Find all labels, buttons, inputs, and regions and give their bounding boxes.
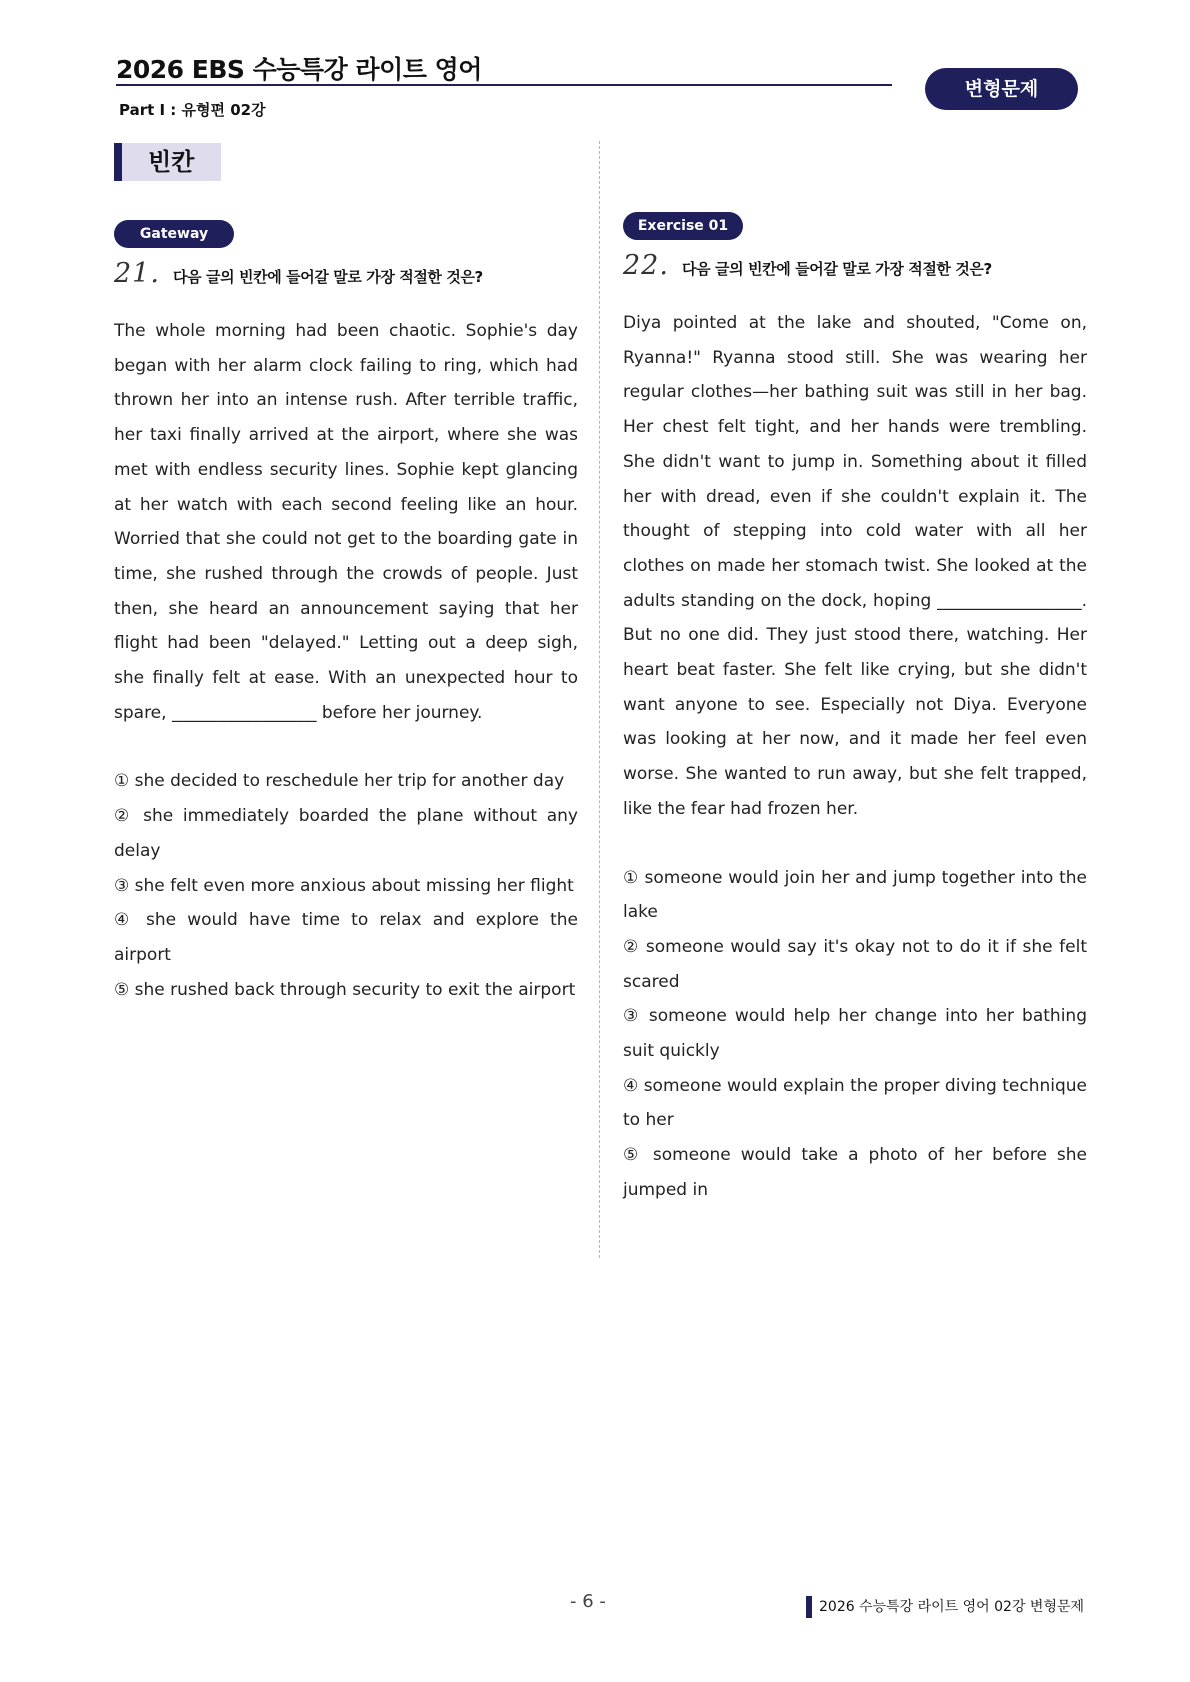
option-2: ② she immediately boarded the plane without any delay bbox=[114, 806, 578, 861]
header-rule bbox=[116, 84, 892, 86]
option-4: ④ she would have time to relax and explore the airport bbox=[114, 910, 578, 965]
option-3: ③ someone would help her change into her bathing suit quickly bbox=[623, 1006, 1087, 1062]
question-header bbox=[114, 258, 578, 296]
answer-options bbox=[623, 861, 1087, 1208]
option-5: ⑤ someone would take a photo of her before she jumped in bbox=[623, 1145, 1087, 1200]
section-marker bbox=[114, 143, 122, 181]
question-instruction: 다음 글의 빈칸에 들어갈 말로 가장 적절한 것은? bbox=[682, 260, 992, 278]
question-22 bbox=[623, 212, 1087, 1208]
option-1: ① she decided to reschedule her trip for another day bbox=[114, 771, 565, 792]
document-subtitle: Part Ⅰ : 유형편 02강 bbox=[119, 101, 266, 119]
column-divider bbox=[599, 141, 600, 1258]
document-title: 2026 EBS 수능특강 라이트 영어 bbox=[116, 55, 482, 84]
option-4: ④ someone would explain the proper diving technique to her bbox=[623, 1075, 1087, 1131]
question-21 bbox=[114, 220, 578, 1007]
question-header bbox=[623, 250, 1087, 288]
question-instruction: 다음 글의 빈칸에 들어갈 말로 가장 적절한 것은? bbox=[173, 268, 483, 286]
page-number: - 6 - bbox=[570, 1591, 606, 1612]
question-number: 22. bbox=[623, 250, 669, 281]
answer-options bbox=[114, 764, 578, 1007]
question-number: 21. bbox=[114, 258, 160, 289]
option-1: ① someone would join her and jump together into the lake bbox=[623, 867, 1087, 923]
gateway-pill: Gateway bbox=[114, 220, 234, 248]
option-3: ③ she felt even more anxious about missing her flight bbox=[114, 875, 574, 896]
type-badge: 변형문제 bbox=[925, 68, 1078, 110]
passage: Diya pointed at the lake and shouted, "Come on, Ryanna!" Ryanna stood still. She was wearing her regular clothes—her bathing suit was still in her bag. Her chest felt tight, and her hands were trembling. She didn't want to jump in. Something about it filled her with dread, even if she couldn't explain it. The thought of stepping into cold water with all her clothes on made her stomach twist. She looked at the adults standing on the dock, hoping _________________. But no one did. They just stood there, watching. Her heart beat faster. She felt like crying, but she didn't want anyone to see. Especially not Diya. Everyone was looking at her now, and it made her feel even worse. She wanted to run away, but she felt trapped, like the fear had frozen her. bbox=[623, 313, 1087, 819]
footer-marker bbox=[806, 1596, 812, 1618]
option-5: ⑤ she rushed back through security to exit the airport bbox=[114, 979, 576, 1000]
option-2: ② someone would say it's okay not to do it if she felt scared bbox=[623, 936, 1087, 992]
section-title: 빈칸 bbox=[122, 143, 221, 181]
exercise-pill: Exercise 01 bbox=[623, 212, 743, 240]
footer-text: 2026 수능특강 라이트 영어 02강 변형문제 bbox=[819, 1599, 1085, 1615]
passage: The whole morning had been chaotic. Sophie's day began with her alarm clock failing to ring, which had thrown her into an intense rush. After terrible traffic, her taxi finally arrived at the airport, where she was met with endless security lines. Sophie kept glancing at her watch with each second feeling like an hour. Worried that she could not get to the boarding gate in time, she rushed through the crowds of people. Just then, she heard an announcement saying that her flight had been "delayed." Letting out a deep sigh, she finally felt at ease. With an unexpected hour to spare, _________________ before her journey. bbox=[114, 321, 578, 723]
